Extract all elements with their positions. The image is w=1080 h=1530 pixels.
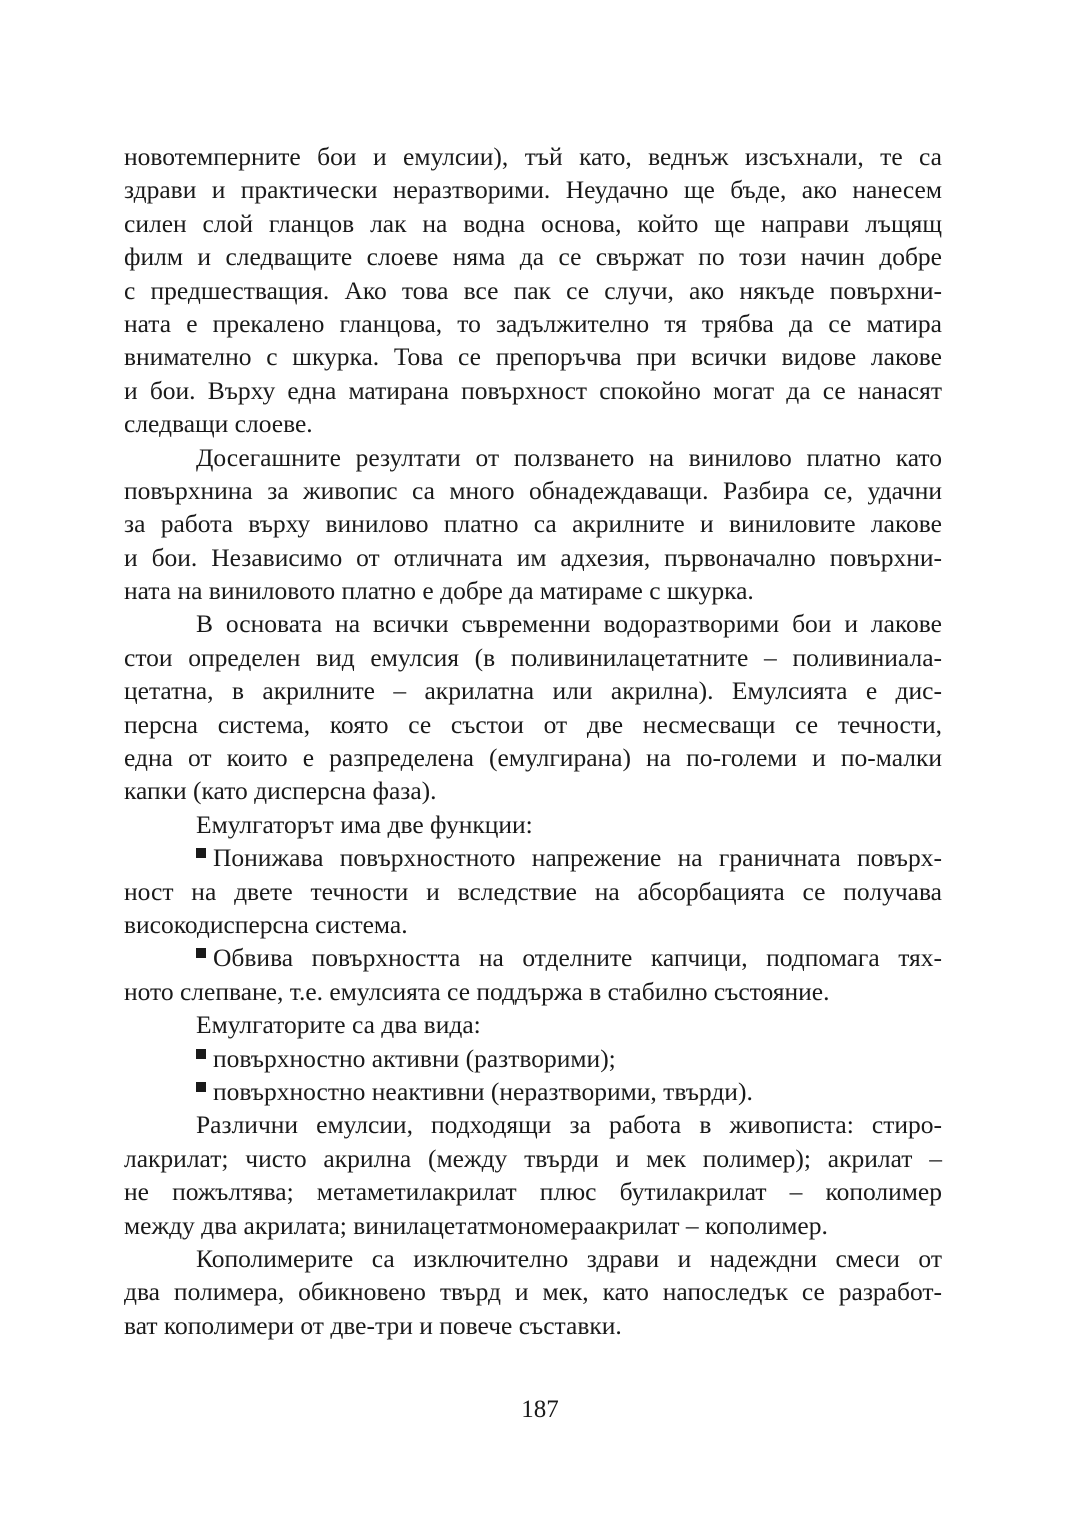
text-line: следващи слоеве.: [124, 409, 313, 439]
text-line: два полимера, обикновено твърд и мек, като напоследък се разработ-: [124, 1277, 942, 1307]
text-line: Досегашните резултати от ползването на винилово платно като: [196, 442, 942, 472]
text-line: с предшестващия. Ако това все пак се случи, ако някъде повърхни-: [124, 275, 942, 305]
black-square-bullet-icon: [196, 848, 206, 858]
text-line: Кополимерите са изключително здрави и надеждни смеси от: [196, 1243, 942, 1273]
bullet-text: Обвива повърхността на отделните капчици, подпомага тях-: [213, 943, 942, 973]
text-line: ната на виниловото платно е добре да матираме с шкурка.: [124, 576, 754, 606]
text-line: не пожълтява; метаметилакрилат плюс бутилакрилат – кополимер: [124, 1177, 942, 1207]
text-line: високодисперсна система.: [124, 909, 408, 939]
bullet-text: повърхностно неактивни (неразтворими, твърди).: [213, 1076, 753, 1106]
text-line: В основата на всички съвременни водоразтворими бои и лакове: [196, 609, 942, 639]
text-line: между два акрилата; винилацетатмономераакрилат – кополимер.: [124, 1210, 828, 1240]
text-line: повърхнина за живопис са много обнадеждаващи. Разбира се, удачни: [124, 475, 942, 505]
text-line: Емулгаторът има две функции:: [196, 809, 533, 839]
text-line: и бои. Върху една матирана повърхност спокойно могат да се нанасят: [124, 375, 942, 405]
text-line: Различни емулсии, подходящи за работа в живописта: стиро-: [196, 1110, 942, 1140]
text-line: за работа върху винилово платно са акрилните и виниловите лакове: [124, 509, 942, 539]
bullet-line: [124, 1075, 942, 1108]
bullet-text: повърхностно активни (разтворими);: [213, 1043, 616, 1073]
text-line: персна система, която се състои от две несмесващи се течности,: [124, 709, 942, 739]
text-line: една от които е разпределена (емулгирана) на по-големи и по-малки: [124, 743, 942, 773]
bullet-line: [124, 941, 942, 974]
text-line: силен слой гланцов лак на водна основа, който ще направи лъщящ: [124, 208, 942, 238]
text-line: ната е прекалено гланцова, то задължително тя трябва да се матира: [124, 308, 942, 338]
bullet-line: [124, 841, 942, 874]
text-line: филм и следващите слоеве няма да се свържат по този начин добре: [124, 242, 942, 272]
text-line: и бои. Независимо от отличната им адхезия, първоначално повърхни-: [124, 542, 942, 572]
text-line: Емулгаторите са два вида:: [196, 1010, 481, 1040]
black-square-bullet-icon: [196, 1049, 206, 1059]
black-square-bullet-icon: [196, 948, 206, 958]
text-line: здрави и практически неразтворими. Неудачно ще бъде, ако нанесем: [124, 175, 942, 205]
page-number: 187: [521, 1396, 559, 1423]
text-line: внимателно с шкурка. Това се препоръчва при всички видове лакове: [124, 342, 942, 372]
text-line: новотемперните бои и емулсии), тъй като, веднъж изсъхнали, те са: [124, 142, 942, 171]
body-text: [124, 140, 942, 1342]
text-line: стои определен вид емулсия (в поливинилацетатните – поливиниала-: [124, 642, 942, 672]
text-line: ното слепване, т.е. емулсията се поддържа в стабилно състояние.: [124, 976, 830, 1006]
text-line: ват кополимери от две-три и повече съставки.: [124, 1310, 622, 1340]
bullet-line: [124, 1042, 942, 1075]
text-line: цетатна, в акрилните – акрилатна или акрилна). Емулсията е дис-: [124, 676, 942, 706]
text-line: ност на двете течности и вследствие на абсорбацията се получава: [124, 876, 942, 906]
text-line: капки (като дисперсна фаза).: [124, 776, 437, 806]
black-square-bullet-icon: [196, 1082, 206, 1092]
text-line: лакрилат; чисто акрилна (между твърди и мек полимер); акрилат –: [124, 1143, 942, 1173]
bullet-text: Понижава повърхностното напрежение на граничната повърх-: [213, 843, 942, 873]
